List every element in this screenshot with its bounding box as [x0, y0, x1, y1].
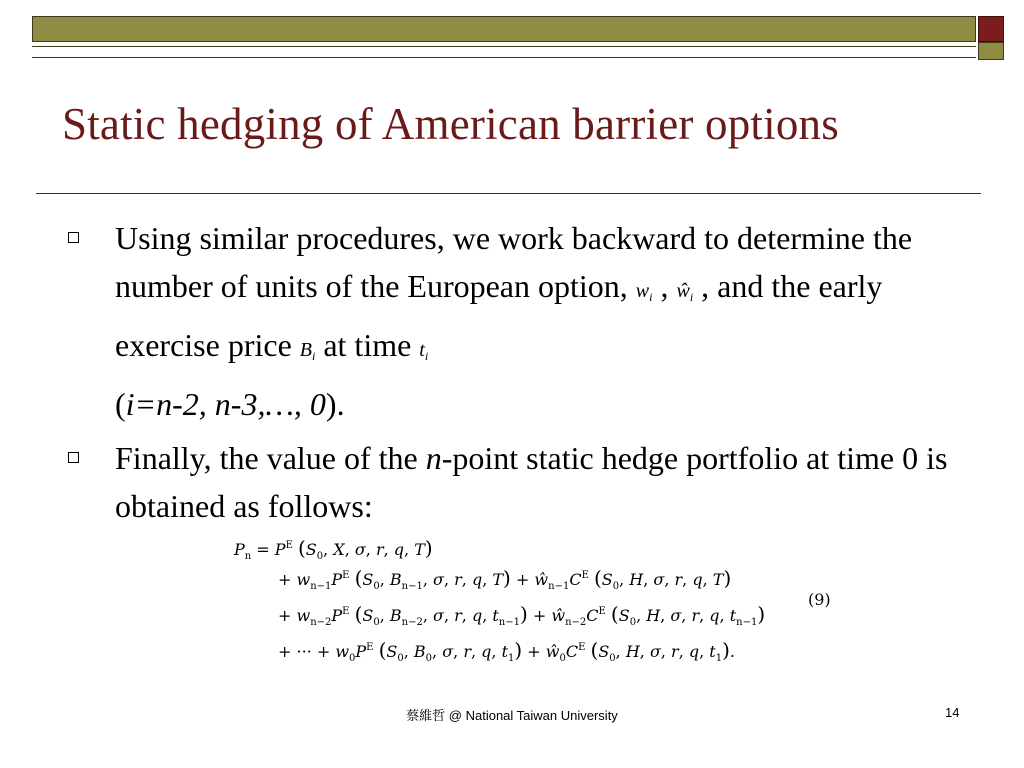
- title-divider: [36, 193, 981, 194]
- header-red-square: [978, 16, 1004, 42]
- equation-line-4: + ··· + $w_0P^E$ ($S_0$, $B_0$, σ, r, q, $t_1$) + $ŵ_0C^E$ ($S_0$, H, σ, r, q, $t_1$).: [278, 638, 736, 664]
- slide-header-decoration: [0, 0, 1024, 64]
- equation-line-1: $P_n = P^E$ ($S_0$, X, σ, r, q, T): [234, 536, 433, 562]
- header-line-band: [32, 46, 976, 58]
- square-bullet-icon: [68, 452, 79, 463]
- hedge-portfolio-equation: [228, 528, 868, 678]
- index-range: i=n-2, n-3,…, 0: [125, 386, 326, 422]
- slide-title: Static hedging of American barrier options: [62, 99, 839, 149]
- b-symbol: $B_i$: [299, 339, 316, 363]
- bullet-text-2: , and the early exercise price: [115, 268, 883, 363]
- w-symbol: $w_i$: [635, 280, 653, 304]
- t-symbol: $t_i$: [419, 339, 429, 363]
- page-number: 14: [945, 705, 960, 720]
- index-close: ).: [325, 386, 345, 422]
- header-olive-band: [32, 16, 976, 42]
- bullet-text: Finally, the value of the: [115, 440, 426, 476]
- bullet-text-3: at time: [315, 327, 420, 363]
- equation-line-2: + $w_{n-1}P^E$ ($S_0$, $B_{n-1}$, σ, r, q, $T) + ŵ_{n-1}C^E$ ($S_0$, H, σ, r, q, T): [278, 566, 732, 592]
- w-hat-symbol: $ŵ_i$: [676, 280, 694, 304]
- index-open: (: [115, 386, 126, 422]
- bullet-text-2: -point static hedge portfolio at time 0 is obtained as follows:: [115, 440, 948, 524]
- bullet-text: Using similar procedures, we work backward to determine the number of units of the European option,: [115, 220, 913, 304]
- equation-line-3: + $w_{n-2}P^E$ ($S_0$, $B_{n-2}$, σ, r, q, $t_{n-1}$) + $ŵ_{n-2}C^E$ ($S_0$, H, σ, r, q, $t_{n-1}$): [278, 602, 766, 628]
- separator-text: ,: [652, 268, 677, 304]
- header-olive-square: [978, 42, 1004, 60]
- square-bullet-icon: [68, 232, 79, 243]
- equation-number: (9): [808, 590, 831, 609]
- n-symbol: n: [425, 440, 442, 476]
- bullet-item-procedures: [62, 214, 992, 428]
- bullet-list: [62, 214, 992, 530]
- bullet-item-portfolio: [62, 434, 992, 530]
- slide-footer: 蔡維哲 @ National Taiwan University: [406, 708, 618, 723]
